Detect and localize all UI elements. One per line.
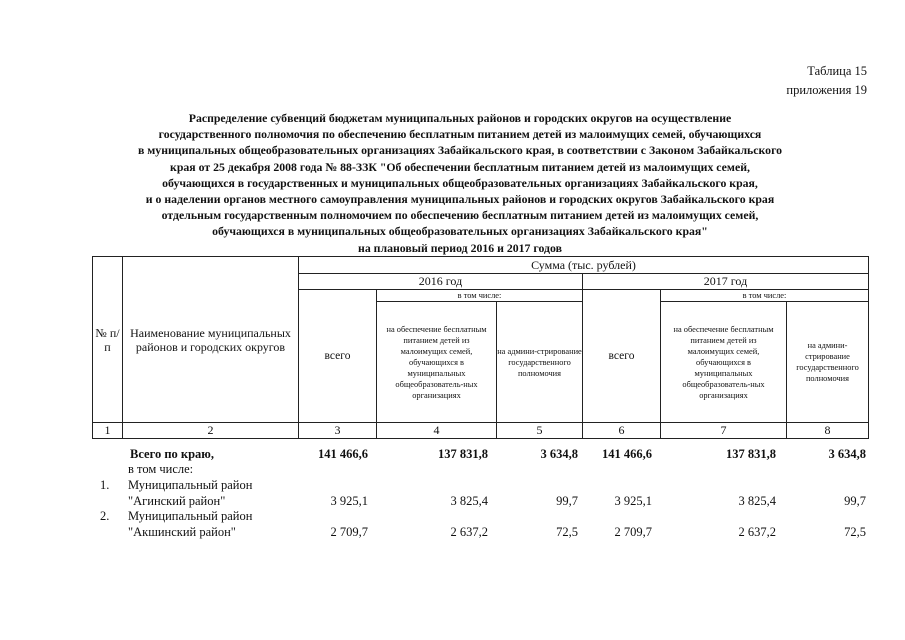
- cell-admin-2016: 72,5: [556, 525, 578, 539]
- header-year-2016: 2016 год: [299, 274, 583, 290]
- cell-food-2017: 2 637,2: [738, 525, 776, 539]
- header-num-col: № п/п: [93, 257, 123, 423]
- title-line: и о наделении органов местного самоуправления муниципальных районов и городских округов Забайкальского края: [145, 192, 775, 207]
- cell-total-2016: 141 466,6: [318, 447, 368, 461]
- title-line: отдельным государственным полномочием по обеспечению бесплатным питанием детей из малоимущих семей,: [161, 208, 759, 223]
- header-including-2016: в том числе:: [377, 290, 583, 302]
- cell-food-2016: 137 831,8: [438, 447, 488, 461]
- header-food-2017: на обеспечение бесплатным питанием детей из малоимущих семей, обучающихся в муниципальных общеобразователь-ных организациях: [661, 302, 787, 423]
- col-number: 6: [583, 423, 661, 439]
- title-line: обучающихся в государственных и муниципальных общеобразовательных организациях Забайкальского края,: [162, 175, 758, 190]
- title-line: обучающихся в муниципальных общеобразовательных организациях Забайкальского края": [212, 224, 708, 239]
- table-row-total: [92, 446, 872, 462]
- table-row-values: [92, 524, 872, 540]
- table-row: [92, 508, 872, 524]
- row-name: Всего по краю,: [130, 447, 214, 461]
- header-sum: Сумма (тыс. рублей): [299, 257, 869, 274]
- subsidy-table-header: [92, 256, 869, 439]
- cell-food-2016: 2 637,2: [450, 525, 488, 539]
- col-number: 3: [299, 423, 377, 439]
- cell-food-2016: 3 825,4: [450, 494, 488, 508]
- cell-food-2017: 137 831,8: [726, 447, 776, 461]
- header-year-2017: 2017 год: [583, 274, 869, 290]
- header-admin-2017: на админи-стрирование государственного полномочия: [787, 302, 869, 423]
- document-title: [40, 110, 880, 256]
- table-row-values: [92, 493, 872, 509]
- col-number: 8: [787, 423, 869, 439]
- cell-total-2017: 2 709,7: [614, 525, 652, 539]
- cell-food-2017: 3 825,4: [738, 494, 776, 508]
- table-row-including: [92, 461, 872, 477]
- cell-admin-2017: 72,5: [844, 525, 866, 539]
- header-total-2017: всего: [583, 290, 661, 423]
- cell-total-2016: 2 709,7: [330, 525, 368, 539]
- header-including-2017: в том числе:: [661, 290, 869, 302]
- cell-total-2016: 3 925,1: [330, 494, 368, 508]
- cell-admin-2017: 3 634,8: [828, 447, 866, 461]
- title-line: Распределение субвенций бюджетам муниципальных районов и городских округов на осуществление: [188, 111, 732, 125]
- header-food-2016: на обеспечение бесплатным питанием детей из малоимущих семей, обучающихся в муниципальных общеобразователь-ных организациях: [377, 302, 497, 423]
- title-line: края от 25 декабря 2008 года № 88-ЗЗК "Об обеспечении бесплатным питанием детей из малоимущих семей,: [170, 159, 750, 174]
- col-number: 4: [377, 423, 497, 439]
- cell-admin-2017: 99,7: [844, 494, 866, 508]
- row-name: в том числе:: [128, 462, 194, 476]
- row-name-line1: Муниципальный район: [128, 478, 253, 492]
- appendix-label: приложения 19: [786, 83, 867, 97]
- title-line: в муниципальных общеобразовательных организациях Забайкальского края, в соответствии с Законом Забайкальского: [137, 143, 783, 158]
- cell-total-2017: 141 466,6: [602, 447, 652, 461]
- title-line: государственного полномочия по обеспечению бесплатным питанием детей из малоимущих семей, обучающихся: [158, 127, 762, 142]
- cell-admin-2016: 99,7: [556, 494, 578, 508]
- cell-total-2017: 3 925,1: [614, 494, 652, 508]
- col-number: 2: [123, 423, 299, 439]
- header-total-2016: всего: [299, 290, 377, 423]
- header-admin-2016: на админи-стрирование государственного полномочия: [497, 302, 583, 423]
- table-row: [92, 477, 872, 493]
- header-name-col: Наименование муниципальных районов и городских округов: [123, 257, 299, 423]
- col-number: 5: [497, 423, 583, 439]
- row-name-line1: Муниципальный район: [128, 509, 253, 523]
- col-number: 7: [661, 423, 787, 439]
- table-number-label: Таблица 15: [807, 64, 867, 78]
- row-name-line2: "Агинский район": [128, 494, 226, 508]
- col-number: 1: [93, 423, 123, 439]
- row-name-line2: "Акшинский район": [128, 525, 236, 539]
- title-line: на плановый период 2016 и 2017 годов: [358, 240, 562, 255]
- row-number: 2.: [100, 509, 110, 523]
- row-number: 1.: [100, 478, 110, 492]
- cell-admin-2016: 3 634,8: [540, 447, 578, 461]
